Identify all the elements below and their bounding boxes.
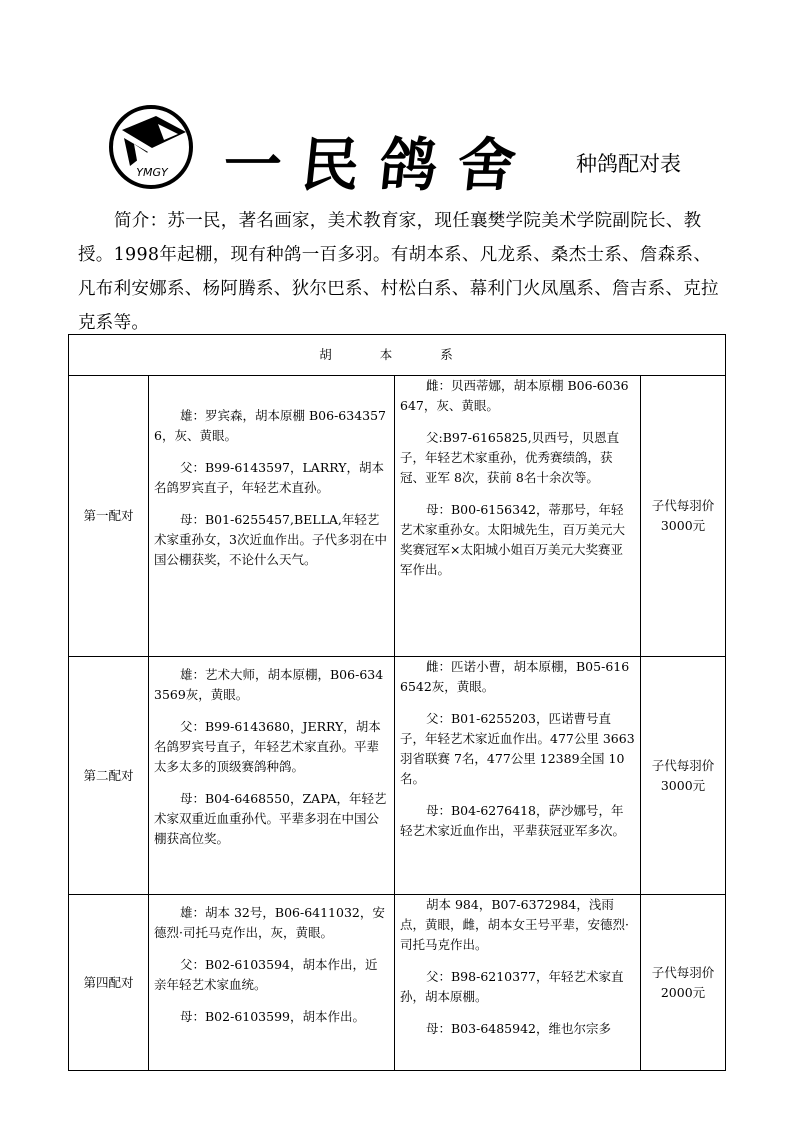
pair-label: 第一配对 [69,376,149,657]
male-father: 父：B99-6143680，JERRY，胡本名鸽罗宾号直子，年轻艺术家直孙。平辈太多太多的顶级赛鸽种鸽。 [154,719,381,774]
female-info: 胡本 984，B07-6372984，浅雨点，黄眼，雌，胡本女王号平辈，安德烈·司托马克作出。 [400,897,629,952]
pair-label: 第二配对 [69,657,149,895]
male-cell [149,657,395,895]
table-row [69,376,726,657]
pairing-table [68,334,726,1071]
intro-paragraph: 简介：苏一民，著名画家，美术教育家，现任襄樊学院美术学院副院长、教授。1998年起棚，现有种鸽一百多羽。有胡本系、凡龙系、桑杰士系、詹森系、凡布利安娜系、杨阿腾系、狄尔巴系、村松白系、幕利门火凤凰系、詹吉系、克拉克系等。 [78,211,719,333]
price: 子代每羽价 3000元 [641,376,726,657]
page-subtitle: 种鸽配对表 [576,152,681,176]
price: 子代每羽价 3000元 [641,657,726,895]
section-title: 胡 本 系 [69,335,726,376]
female-cell [395,657,641,895]
male-father: 父：B02-6103594，胡本作出，近亲年轻艺术家血统。 [154,957,378,992]
female-cell [395,376,641,657]
ymgy-logo [108,104,194,190]
header [104,100,724,200]
female-father: 父：B98-6210377，年轻艺术家直孙，胡本原棚。 [400,969,624,1004]
logo-text: YMGY [136,166,168,179]
male-info: 雄：罗宾森，胡本原棚 B06-6343576，灰、黄眼。 [154,408,387,443]
female-mother: 母：B00-6156342，蒂那号，年轻艺术家重孙女。太阳城先生，百万美元大奖赛冠军×太阳城小姐百万美元大奖赛亚军作出。 [400,502,626,577]
table-row [69,657,726,895]
male-mother: 母：B02-6103599，胡本作出。 [180,1009,365,1024]
male-info: 雄：胡本 32号，B06-6411032，安德烈·司托马克作出，灰，黄眼。 [154,905,385,940]
male-father: 父：B99-6143597，LARRY，胡本名鸽罗宾直子，年轻艺术直孙。 [154,460,385,495]
female-mother: 母：B04-6276418，萨沙娜号，年轻艺术家近血作出，平辈获冠亚军多次。 [400,803,626,838]
male-cell [149,895,395,1071]
male-info: 雄：艺术大师，胡本原棚，B06-6343569灰，黄眼。 [154,667,384,702]
table-row [69,895,726,1071]
ymgy-logo-icon [108,104,194,190]
female-info: 雌：匹诺小曹，胡本原棚，B05-6166542灰，黄眼。 [400,659,630,694]
female-cell [395,895,641,1071]
pair-label: 第四配对 [69,895,149,1071]
male-mother: 母：B04-6468550，ZAPA，年轻艺术家双重近血重孙代。平辈多羽在中国公棚获高位奖。 [154,791,387,846]
female-father: 父:B97-6165825,贝西号，贝恩直子，年轻艺术家重孙，优秀赛绩鸽，获冠、亚军 8次，获前 8名十余次等。 [400,430,620,485]
male-cell [149,376,395,657]
price: 子代每羽价 2000元 [641,895,726,1071]
female-info: 雌：贝西蒂娜，胡本原棚 B06-6036647，灰、黄眼。 [400,378,629,413]
brand-title: 一民鸽舍 [219,131,540,199]
female-mother: 母：B03-6485942，维也尔宗多 [426,1021,611,1036]
female-father: 父：B01-6255203，匹诺曹号直子，年轻艺术家近血作出。477公里 3663羽省联赛 7名，477公里 12389全国 10名。 [400,711,635,786]
male-mother: 母：B01-6255457,BELLA,年轻艺术家重孙女，3次近血作出。子代多羽在中国公棚获奖，不论什么天气。 [154,512,387,567]
